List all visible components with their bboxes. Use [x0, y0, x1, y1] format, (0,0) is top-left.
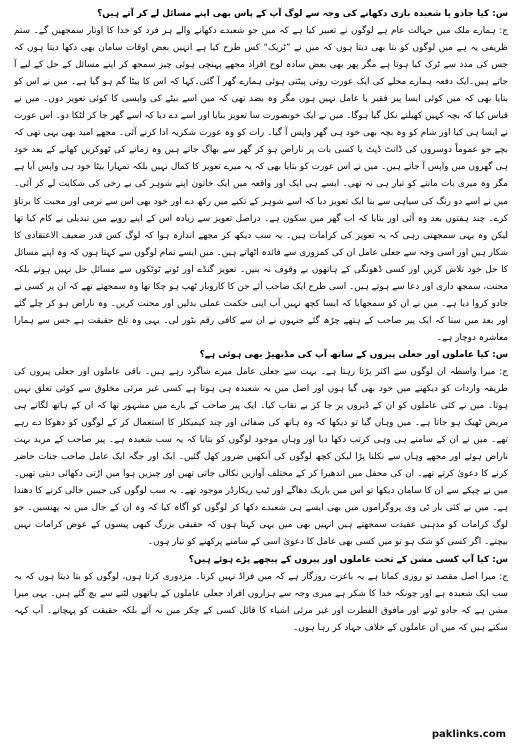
interview-question-1: س: کیا جادو یا شعبدہ بازی دکھانے کی وجہ سے لوگ آپ کے پاس بھی اپنے مسائل لے کر آتے ہیں؟ — [97, 9, 508, 19]
interview-question-2: س: کیا عاملوں اور جعلی پیروں کے ساتھ آپ کی مڈبھیڑ بھی ہوئی ہے؟ — [199, 349, 508, 360]
interview-answer-2: ج: میرا واسطہ ان لوگوں سے اکثر پڑتا رہتا ہے۔ بہت سے جعلی عامل میرے شاگرد رہے ہیں۔ باقی عاملوں اور جعلی پیروں کی طریقہ واردات کو دیکھنے میں خود بھی گیا ہوں اور اصل میں یہ شعبدہ ہی ہوتا ہے کسی غیر مرئی مخلوق سے کوئی تعلق نہیں ہوتا۔ میں نے کئی عاملوں کو ان کے ڈیروں پر جا کر بے نقاب کیا۔ ایک پیر صاحب کے بارے میں مشہور تھا کہ ان کے ہاتھ لگاتے ہی مریض ٹھیک ہو جاتا ہے۔ میں وہاں گیا تو دیکھا کہ وہ ہاتھ کی صفائی اور چند کیمیکلز کا استعمال کر کے لوگوں کو دھوکا دے رہے تھے۔ میں نے ان کے سامنے ہی وہی کرتب دکھا دیا اور وہاں موجود لوگوں کو بتایا کہ یہ سب شعبدہ ہے۔ پیر صاحب کے مرید بہت ناراض ہوئے اور مجھے وہاں سے نکلنا پڑا لیکن کچھ لوگوں کی آنکھیں ضرور کھل گئیں۔ ایک اور جگہ ایک عامل صاحب جنات حاضر کرنے کا دعویٰ کرتے تھے۔ ان کی محفل میں اندھیرا کر کے مختلف آوازیں نکالی جاتی تھیں اور چیزیں ہوا میں اڑتی دکھائی دیتی تھیں۔ میں نے چپکے سے ان کا سامان دیکھا تو اس میں باریک دھاگے اور ٹیپ ریکارڈر موجود تھے۔ یہ سب لوگوں کی جیبیں خالی کرنے کا دھندا ہے۔ میں نے کئی بار ٹی وی پروگراموں میں بھی ایسے ہی شعبدے دکھا کر لوگوں کو آگاہ کیا کہ وہ ان کے جال میں نہ پھنسیں۔ جو لوگ کرامات کو مذہبی عقیدت سمجھتے ہیں انہیں بھی میں یہی کہتا ہوں کہ حقیقی بزرگ کبھی پیسوں کے عوض کرامات نہیں بیچتے۔ اگر کسی کو شک ہو تو میں کسی بھی عامل کا دعویٰ اسی کے سامنے پرکھنے کو تیار ہوں۔ — [14, 366, 508, 548]
article-page — [14, 6, 508, 726]
interview-answer-1: ج: ہمارے ملک میں جہالت عام ہے لوگوں نے تعبیر کیا ہے کہ میں جو شعبدے دکھانے والے ہر فرد کو خدا کا اوتار سمجھیں گے۔ ستم ظریفی یہ ہے میں لوگوں کو بتا بھی دیتا ہوں کہ میں نے ”ٹریک“ کس طرح کیا ہے انہیں بعض اوقات سامان بھی دکھا دیتا ہوں کہ جس کی مدد سے ٹرک کیا ہوتا ہے مگر پھر بھی بعض سادہ لوح افراد مجھے پہنچی ہوئی چیز سمجھ کر اپنے مسائل کے حل کے لیے آ جاتے ہیں۔ایک دفعہ ہمارے محلے کی ایک عورت روتی پیٹتی ہوئی ہمارے گھر آ گئی۔کہا کہ اس کا بیٹا گم ہو گیا ہے۔ میں نے اس کو بتایا بھی کہ میں کوئی ایسا پیر فقیر یا عامل نہیں ہوں مگر وہ بضد تھی کہ میں اسے بیٹے کی واپسی کا کوئی تعویز دوں۔ میں نے قیاس کیا کہ بچہ کہیں کھیلنے نکل گیا ہوگا۔ میں نے ایک خوبصورت سا تعویز بنایا اور اسے دے دیا کہ اسے گھر جا کر لٹکا دو۔ اس عورت نے ایسا ہی کیا اور شام کو وہ بچہ بھی خود ہی گھر واپس آ گیا۔ رات کو وہ عورت شکریہ ادا کرنے آئی۔ مجھے امید بھی یہی تھی کہ بچے جو عموماً دوسروں کی ڈانٹ ڈپٹ یا کسی بات پر ناراض ہو کر گھر سے بھاگ جاتے ہیں وہ زمانے کی ٹھوکریں کھانے کے بعد خود ہی گھروں میں واپس آ جاتے ہیں۔ میں نے اس عورت کو بتایا بھی کہ یہ میرے تعویز کا کمال نہیں بلکہ تمہارا بیٹا خود ہی واپس آیا ہے مگر وہ میری بات ماننے کو تیار ہی نہ تھی۔ ایسے ہی ایک اور واقعہ میں ایک خاتون اپنے شوہر کی بے رخی کی شکایت لے کر آئی۔ میں نے اسے دو رنگ کی سیاہی سے بنا ایک تعویز دیا کہ اسے شوہر کے تکیے میں رکھ دے اور خود بھی اس سے نرمی اور محبت کا برتاؤ کرے۔ چند ہفتوں بعد وہ آئی اور بتایا کہ اب گھر میں سکون ہے۔ دراصل تعویز سے زیادہ اس کے اپنے رویے میں تبدیلی نے کام کیا تھا لیکن وہ یہی سمجھتی رہی کہ یہ تعویز کی کرامات ہیں۔ یہ سب دیکھ کر مجھے اندازہ ہوا کہ لوگ کس قدر ضعیف الاعتقادی کا شکار ہیں اور اسی وجہ سے جعلی عامل ان کی کمزوری سے فائدہ اٹھاتے ہیں۔ میں ایسے تمام لوگوں سے کہتا ہوں کہ وہ اپنے مسائل کا حل خود تلاش کریں اور کسی ڈھونگی کے ہاتھوں بے وقوف نہ بنیں۔ تعویز گنڈے اور ٹونے ٹوٹکوں سے مسائل حل نہیں ہوتے بلکہ محنت، سمجھ داری اور دعا سے ہوتے ہیں۔ اسی طرح ایک صاحب آئے جن کا کاروبار ٹھپ ہو چکا تھا وہ سمجھتے تھے کہ ان پر کسی نے جادو کروا دیا ہے۔ میں نے ان کو سمجھایا کہ ایسا کچھ نہیں آپ اپنی حکمت عملی بدلیں اور محنت کریں۔ وہ ناراض ہو کر چلے گئے اور بعد میں سنا کہ ایک پیر صاحب کے ہتھے چڑھ گئے جنہوں نے ان سے کافی رقم بٹور لی۔ یہی وہ تلخ حقیقت ہے جس سے ہمارا معاشرہ دوچار ہے۔ — [14, 26, 508, 343]
interview-answer-3: ج: میرا اصل مقصد تو روزی کمانا ہے یہ باعزت روزگار ہے کہ میں فراڈ نہیں کرتا۔ مزدوری کرتا ہوں، لوگوں کو بتا دیتا ہوں کہ یہ سب ایک شعبدہ ہے اور چونکہ خدا کا شکر ہے میری وجہ سے ہزاروں افراد جعلی عاملوں کے ہاتھوں لٹنے سے بچ گئے ہیں۔ یہی میرا مشن ہے کہ جادو ٹونے اور مافوق الفطرت اور غیر مرئی اشیاء کا قائل کسی کے چکر میں نہ آئے بلکہ حقیقت کو پہچانے۔ آپ کہہ سکتے ہیں کہ میں ان عاملوں کے خلاف جہاد کر رہا ہوں۔ — [14, 571, 508, 633]
site-watermark: paklinks.com — [431, 729, 506, 740]
interview-question-3: س: کیا آپ کسی مشن کے تحت عاملوں اور پیروں کے پیچھے پڑے ہوئے ہیں؟ — [188, 554, 508, 565]
